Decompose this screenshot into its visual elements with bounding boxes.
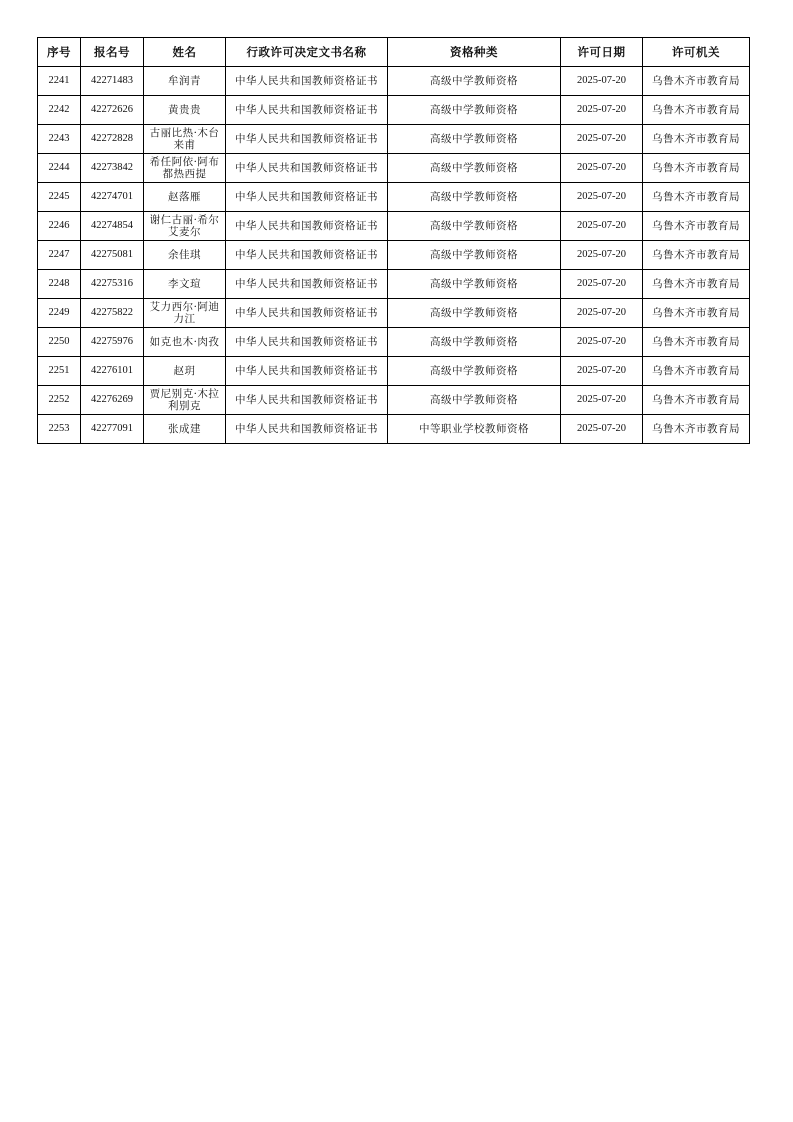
cell-doc-name: 中华人民共和国教师资格证书 [226, 241, 388, 270]
cell-reg-no: 42277091 [81, 415, 144, 444]
table-row [38, 183, 750, 212]
cell-authority: 乌鲁木齐市教育局 [643, 183, 750, 212]
cell-date: 2025-07-20 [561, 125, 643, 154]
cell-qualification: 高级中学教师资格 [388, 299, 561, 328]
cell-seq: 2245 [38, 183, 81, 212]
cell-authority: 乌鲁木齐市教育局 [643, 154, 750, 183]
header-reg-no: 报名号 [81, 38, 144, 67]
cell-name: 希任阿依·阿布都热西提 [144, 154, 226, 183]
table-row [38, 125, 750, 154]
cell-date: 2025-07-20 [561, 415, 643, 444]
table-row [38, 270, 750, 299]
cell-authority: 乌鲁木齐市教育局 [643, 386, 750, 415]
cell-reg-no: 42273842 [81, 154, 144, 183]
cell-date: 2025-07-20 [561, 299, 643, 328]
header-doc-name: 行政许可决定文书名称 [226, 38, 388, 67]
cell-qualification: 高级中学教师资格 [388, 328, 561, 357]
cell-name: 如克也木·肉孜 [144, 328, 226, 357]
cell-authority: 乌鲁木齐市教育局 [643, 328, 750, 357]
header-row [38, 38, 750, 67]
cell-doc-name: 中华人民共和国教师资格证书 [226, 154, 388, 183]
cell-reg-no: 42276101 [81, 357, 144, 386]
cell-date: 2025-07-20 [561, 357, 643, 386]
cell-reg-no: 42272828 [81, 125, 144, 154]
cell-qualification: 高级中学教师资格 [388, 357, 561, 386]
cell-seq: 2247 [38, 241, 81, 270]
cell-name: 艾力西尔·阿迪力江 [144, 299, 226, 328]
cell-authority: 乌鲁木齐市教育局 [643, 299, 750, 328]
cell-qualification: 中等职业学校教师资格 [388, 415, 561, 444]
cell-name: 余佳琪 [144, 241, 226, 270]
cell-qualification: 高级中学教师资格 [388, 386, 561, 415]
cell-authority: 乌鲁木齐市教育局 [643, 96, 750, 125]
cell-date: 2025-07-20 [561, 270, 643, 299]
cell-reg-no: 42274854 [81, 212, 144, 241]
cell-date: 2025-07-20 [561, 183, 643, 212]
cell-doc-name: 中华人民共和国教师资格证书 [226, 96, 388, 125]
cell-reg-no: 42275316 [81, 270, 144, 299]
cell-authority: 乌鲁木齐市教育局 [643, 270, 750, 299]
table-row [38, 299, 750, 328]
cell-reg-no: 42271483 [81, 67, 144, 96]
cell-seq: 2253 [38, 415, 81, 444]
cell-name: 黄贵贵 [144, 96, 226, 125]
cell-name: 谢仁古丽·希尔艾麦尔 [144, 212, 226, 241]
cell-doc-name: 中华人民共和国教师资格证书 [226, 125, 388, 154]
cell-doc-name: 中华人民共和国教师资格证书 [226, 270, 388, 299]
table-row [38, 96, 750, 125]
cell-seq: 2250 [38, 328, 81, 357]
cell-seq: 2251 [38, 357, 81, 386]
cell-reg-no: 42272626 [81, 96, 144, 125]
header-date: 许可日期 [561, 38, 643, 67]
table-row [38, 415, 750, 444]
cell-name: 李文瑄 [144, 270, 226, 299]
cell-authority: 乌鲁木齐市教育局 [643, 125, 750, 154]
cell-doc-name: 中华人民共和国教师资格证书 [226, 67, 388, 96]
cell-reg-no: 42275976 [81, 328, 144, 357]
table-row [38, 212, 750, 241]
cell-reg-no: 42276269 [81, 386, 144, 415]
cell-reg-no: 42275081 [81, 241, 144, 270]
teacher-license-table [37, 37, 750, 444]
cell-date: 2025-07-20 [561, 241, 643, 270]
table-row [38, 67, 750, 96]
cell-date: 2025-07-20 [561, 328, 643, 357]
cell-authority: 乌鲁木齐市教育局 [643, 67, 750, 96]
cell-doc-name: 中华人民共和国教师资格证书 [226, 328, 388, 357]
cell-name: 贾尼别克·木拉利别克 [144, 386, 226, 415]
cell-reg-no: 42275822 [81, 299, 144, 328]
cell-authority: 乌鲁木齐市教育局 [643, 415, 750, 444]
table-row [38, 357, 750, 386]
header-name: 姓名 [144, 38, 226, 67]
cell-seq: 2249 [38, 299, 81, 328]
cell-doc-name: 中华人民共和国教师资格证书 [226, 212, 388, 241]
table-row [38, 154, 750, 183]
cell-qualification: 高级中学教师资格 [388, 270, 561, 299]
cell-authority: 乌鲁木齐市教育局 [643, 212, 750, 241]
cell-date: 2025-07-20 [561, 154, 643, 183]
table-row [38, 241, 750, 270]
cell-seq: 2242 [38, 96, 81, 125]
cell-date: 2025-07-20 [561, 96, 643, 125]
cell-name: 古丽比热·木台来甫 [144, 125, 226, 154]
cell-name: 张成建 [144, 415, 226, 444]
cell-doc-name: 中华人民共和国教师资格证书 [226, 386, 388, 415]
header-qualification: 资格种类 [388, 38, 561, 67]
cell-authority: 乌鲁木齐市教育局 [643, 241, 750, 270]
cell-date: 2025-07-20 [561, 386, 643, 415]
cell-doc-name: 中华人民共和国教师资格证书 [226, 357, 388, 386]
cell-qualification: 高级中学教师资格 [388, 183, 561, 212]
cell-qualification: 高级中学教师资格 [388, 96, 561, 125]
cell-seq: 2252 [38, 386, 81, 415]
cell-qualification: 高级中学教师资格 [388, 241, 561, 270]
table-row [38, 386, 750, 415]
cell-date: 2025-07-20 [561, 212, 643, 241]
cell-seq: 2244 [38, 154, 81, 183]
cell-date: 2025-07-20 [561, 67, 643, 96]
header-seq: 序号 [38, 38, 81, 67]
cell-doc-name: 中华人民共和国教师资格证书 [226, 415, 388, 444]
cell-qualification: 高级中学教师资格 [388, 154, 561, 183]
table-row [38, 328, 750, 357]
cell-seq: 2248 [38, 270, 81, 299]
cell-reg-no: 42274701 [81, 183, 144, 212]
document-page [37, 37, 749, 444]
cell-seq: 2241 [38, 67, 81, 96]
header-authority: 许可机关 [643, 38, 750, 67]
cell-qualification: 高级中学教师资格 [388, 125, 561, 154]
cell-authority: 乌鲁木齐市教育局 [643, 357, 750, 386]
cell-seq: 2246 [38, 212, 81, 241]
cell-seq: 2243 [38, 125, 81, 154]
table-body [38, 67, 750, 444]
cell-doc-name: 中华人民共和国教师资格证书 [226, 183, 388, 212]
cell-doc-name: 中华人民共和国教师资格证书 [226, 299, 388, 328]
cell-name: 牟润青 [144, 67, 226, 96]
cell-name: 赵落雁 [144, 183, 226, 212]
cell-name: 赵玥 [144, 357, 226, 386]
cell-qualification: 高级中学教师资格 [388, 67, 561, 96]
table-header [38, 38, 750, 67]
cell-qualification: 高级中学教师资格 [388, 212, 561, 241]
